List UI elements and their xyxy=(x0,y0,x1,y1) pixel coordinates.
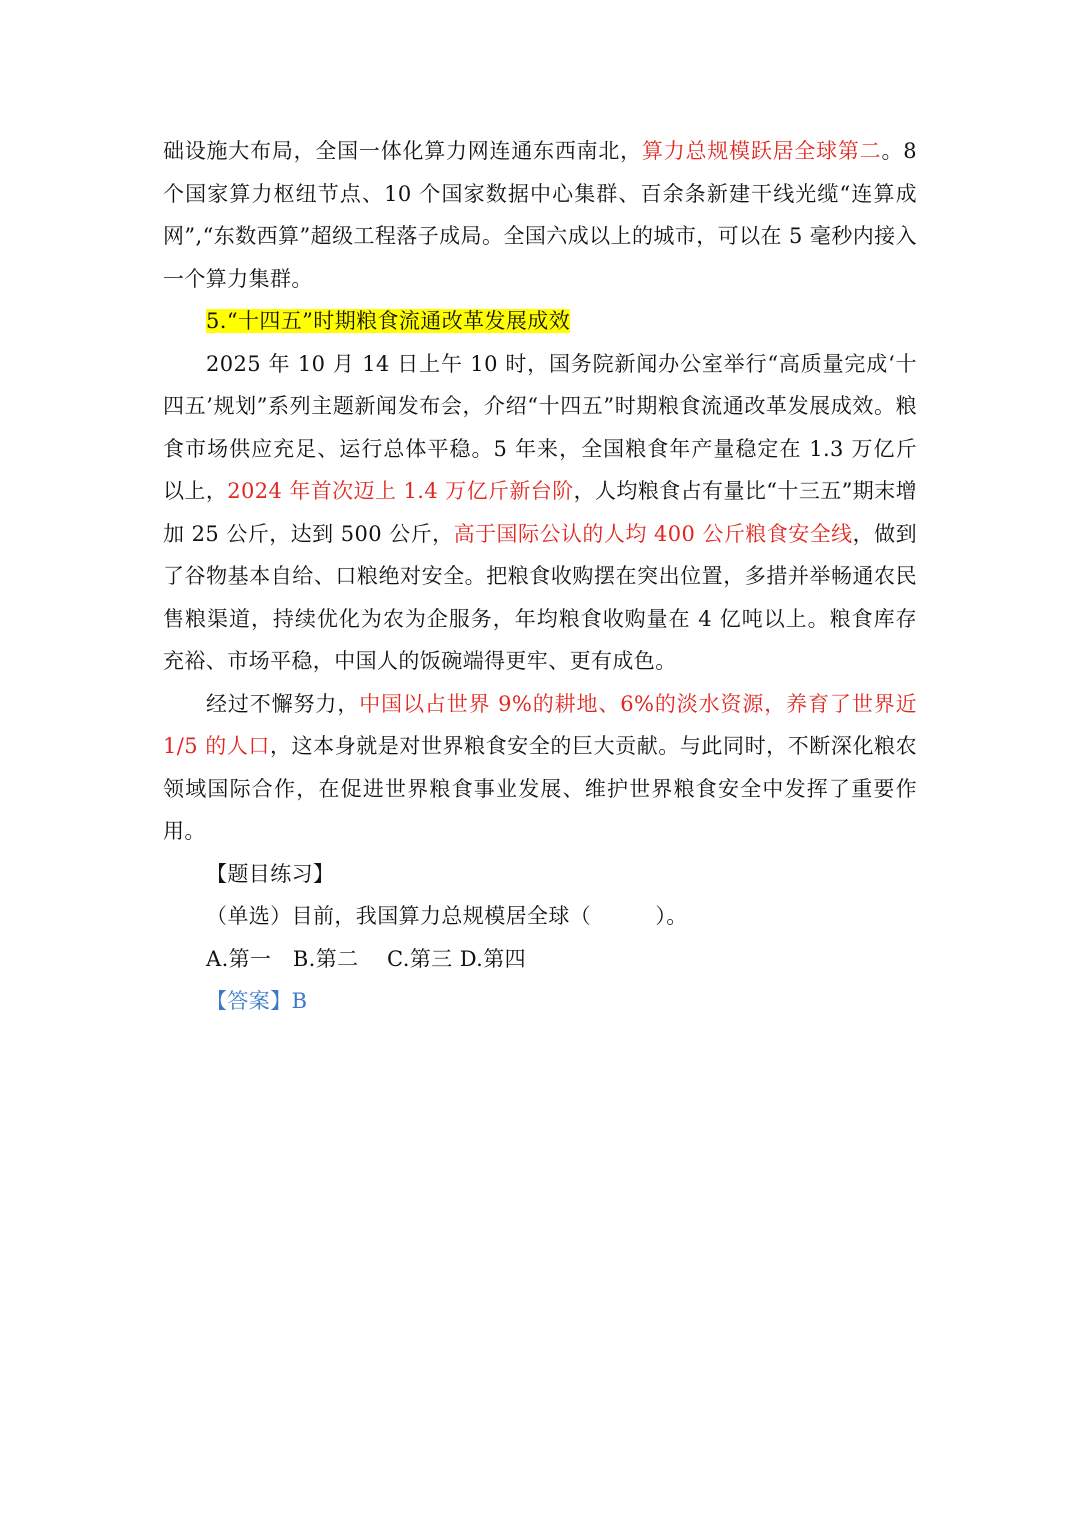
paragraph-text: 础设施大布局，全国一体化算力网连通东西南北， xyxy=(163,139,642,163)
exercise-question: （单选）目前，我国算力总规模居全球（ ）。 xyxy=(206,904,688,928)
paragraph-text: ，人均粮食占有量比“十三五”期末增加 25 公斤，达到 500 公斤， xyxy=(163,479,918,546)
paragraph-computing-power xyxy=(163,130,917,300)
exercise-options: A.第一 B.第二 C.第三 D.第四 xyxy=(206,946,527,971)
paragraph-text: 经过不懈努力， xyxy=(206,691,360,716)
paragraph-text: ，做到了谷物基本自给、口粮绝对安全。把粮食收购摆在突出位置，多措并举畅通农民售粮渠道，持续优化为农为企服务，年均粮食收购量在 4 亿吨以上。粮食库存充裕、市场平稳，中国人的饭碗端得更牢、更有成色。 xyxy=(163,521,917,673)
paragraph-text: ，这本身就是对世界粮食安全的巨大贡献。与此同时，不断深化粮农领域国际合作，在促进世界粮食事业发展、维护世界粮食安全中发挥了重要作用。 xyxy=(163,734,917,843)
paragraph-world-contribution xyxy=(163,683,917,853)
section-heading-text: 5.“十四五”时期粮食流通改革发展成效 xyxy=(206,309,571,333)
section-heading xyxy=(163,300,917,343)
highlighted-text: 算力总规模跃居全球第二 xyxy=(641,139,882,163)
highlighted-text: 2024 年首次迈上 1.4 万亿斤新台阶 xyxy=(227,479,574,503)
paragraph-grain-circulation xyxy=(163,343,917,683)
paragraph-text: 。8个国家算力枢纽节点、10 个国家数据中心集群、百余条新建干线光缆“连算成网”,“东数西算”超级工程落子成局。全国六成以上的城市，可以在 5 毫秒内接入一个算力集群。 xyxy=(163,139,917,291)
exercise-answer: 【答案】B xyxy=(206,989,308,1013)
document-page xyxy=(163,130,917,1023)
exercise-title: 【题目练习】 xyxy=(206,861,335,886)
highlighted-text: 中国以占世界 9%的耕地、6%的淡水资源，养育了世界近 1/5 的人口 xyxy=(163,691,917,758)
paragraph-text: 2025 年 10 月 14 日上午 10 时，国务院新闻办公室举行“高质量完成‘十四五’规划”系列主题新闻发布会，介绍“十四五”时期粮食流通改革发展成效。粮食市场供应充足、运行总体平稳。5 年来，全国粮食年产量稳定在 1.3 万亿斤以上， xyxy=(163,351,917,503)
highlighted-text: 高于国际公认的人均 400 公斤粮食安全线 xyxy=(453,521,853,546)
